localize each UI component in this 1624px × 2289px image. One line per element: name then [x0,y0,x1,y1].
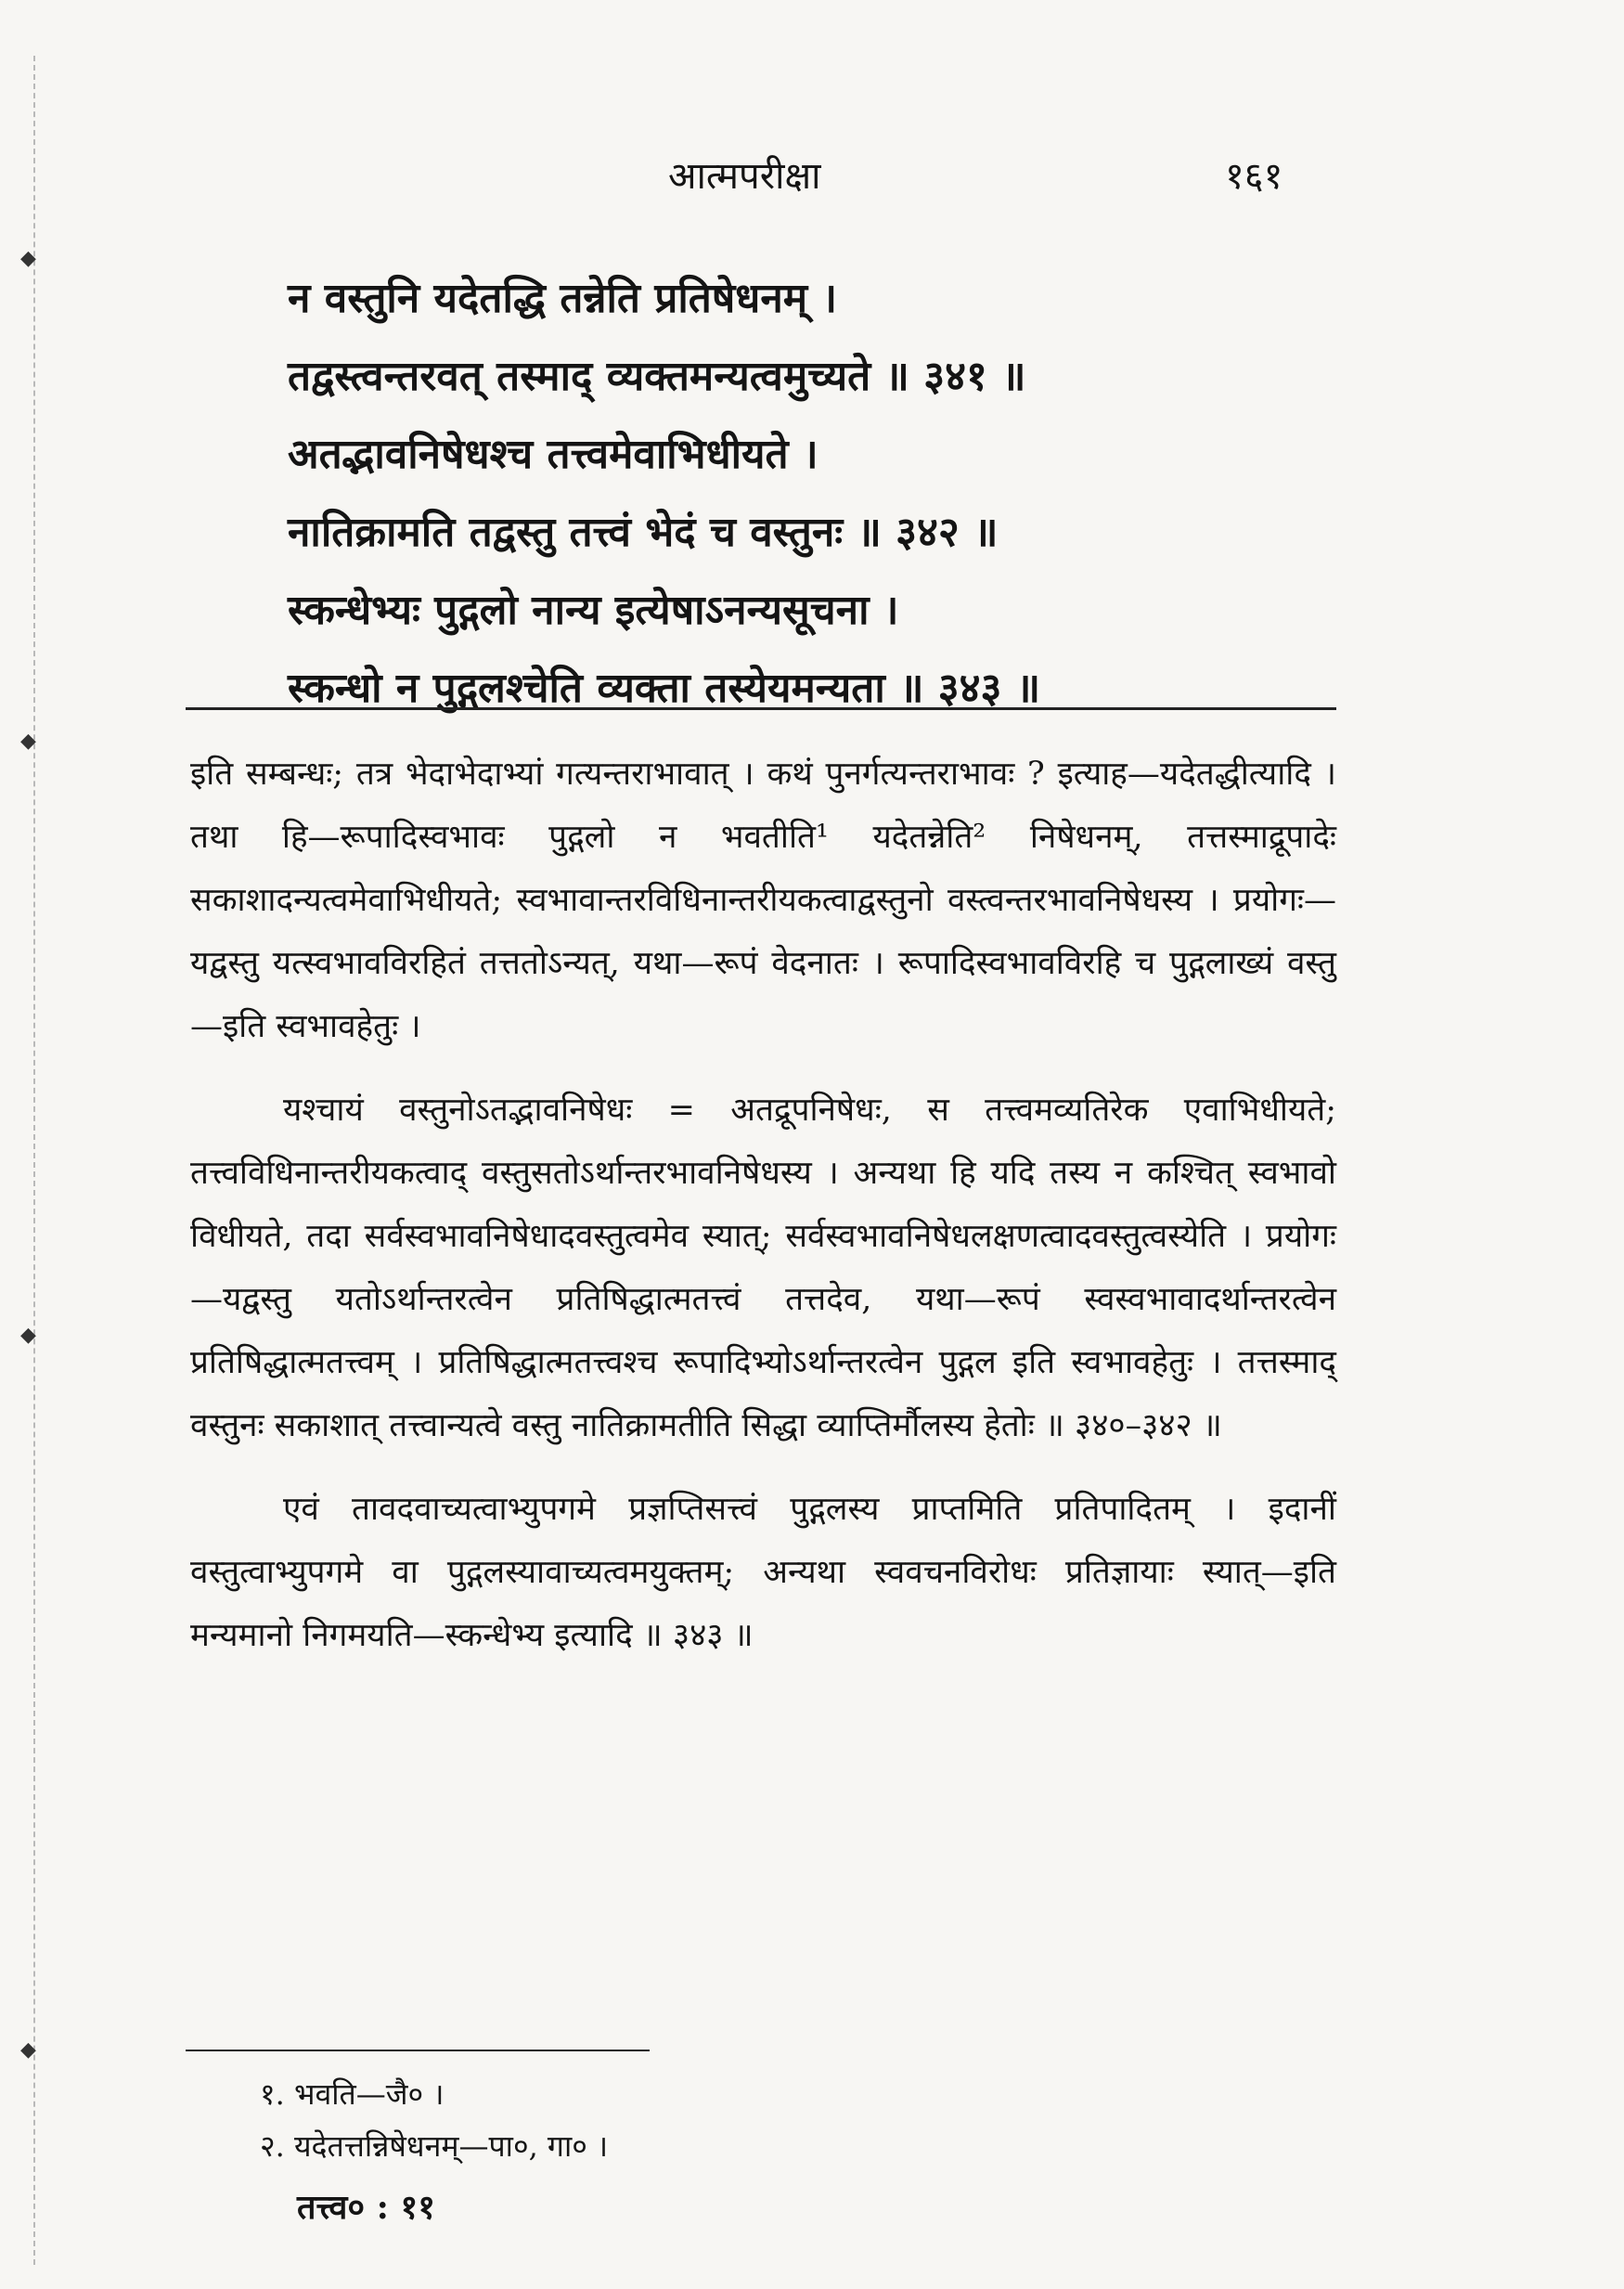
footnote-divider [186,2050,650,2051]
commentary-paragraph: एवं तावदवाच्यत्वाभ्युपगमे प्रज्ञप्तिसत्त्वं पुद्गलस्य प्राप्तमिति प्रतिपादितम् । इदानीं वस्तुत्वाभ्युपगमे वा पुद्गलस्यावाच्यत्वमयुक्तम्; अन्यथा स्ववचनविरोधः प्रतिज्ञायाः स्यात्—इति मन्यमानो निगमयति—स्कन्धेभ्य इत्यादि ॥ ३४३ ॥ [190,1491,1336,1654]
commentary-block [190,743,1336,1688]
verse-line: न वस्तुनि यदेतद्धि तन्नेति प्रतिषेधनम् । [288,275,838,322]
binding-mark-icon: ◆ [20,1324,36,1347]
verse-line: तद्वस्त्वन्तरवत् तस्माद् व्यक्तमन्यत्वमुच्यते ॥ ३४१ ॥ [288,353,1026,400]
running-title: आत्मपरीक्षा [668,155,821,198]
signature-mark: तत्त्व० : ११ [297,2188,435,2227]
commentary-paragraph: इति सम्बन्धः; तत्र भेदाभेदाभ्यां गत्यन्तराभावात् । कथं पुनर्गत्यन्तराभावः ? इत्याह—यदेतद्धीत्यादि । तथा हि—रूपादिस्वभावः पुद्गलो न भवतीति¹ यदेतन्नेति² निषेधनम्, तत्तस्माद्रूपादेः सकाशादन्यत्वमेवाभिधीयते; स्वभावान्तरविधिनान्तरीयकत्वाद्वस्तुनो वस्त्वन्तरभावनिषेधस्य । प्रयोगः—यद्वस्तु यत्स्वभावविरहितं तत्ततोऽन्यत्, यथा—रूपं वेदनातः । रूपादिस्वभावविरहि च पुद्गलाख्यं वस्तु—इति स्वभावहेतुः । [190,756,1336,1045]
footnotes [260,2068,1095,2172]
footnote: २. यदेतत्तन्निषेधनम्—पा०, गा० । [260,2128,609,2164]
binding-mark-icon: ◆ [20,2038,36,2062]
verse-line: स्कन्धो न पुद्गलश्चेति व्यक्ता तस्येयमन्यता ॥ ३४३ ॥ [288,665,1041,712]
page-number: १६१ [1225,155,1283,198]
binding-mark-icon: ◆ [20,730,36,753]
binding-mark-icon: ◆ [20,247,36,270]
page-header [0,149,1624,204]
commentary-paragraph: यश्चायं वस्तुनोऽतद्भावनिषेधः = अतद्रूपनिषेधः, स तत्त्वमव्यतिरेक एवाभिधीयते; तत्त्वविधिनान्तरीयकत्वाद् वस्तुसतोऽर्थान्तरभावनिषेधस्य । अन्यथा हि यदि तस्य न कश्चित् स्वभावो विधीयते, तदा सर्वस्वभावनिषेधादवस्तुत्वमेव स्यात्; सर्वस्वभावनिषेधलक्षणत्वादवस्तुत्वस्येति । प्रयोगः—यद्वस्तु यतोऽर्थान्तरत्वेन प्रतिषिद्धात्मतत्त्वं तत्तदेव, यथा—रूपं स्वस्वभावादर्थान्तरत्वेन प्रतिषिद्धात्मतत्त्वम् । प्रतिषिद्धात्मतत्त्वश्च रूपादिभ्योऽर्थान्तरत्वेन पुद्गल इति स्वभावहेतुः । तत्तस्माद् वस्तुनः सकाशात् तत्त्वान्यत्वे वस्तु नातिक्रामतीति सिद्धा व्याप्तिर्मौलस्य हेतोः ॥ ३४०–३४२ ॥ [190,1092,1336,1444]
verse-divider [186,707,1336,710]
verse-block [288,260,1327,728]
binding-margin-line [33,56,35,2265]
verse-line: नातिक्रामति तद्वस्तु तत्त्वं भेदं च वस्तुनः ॥ ३४२ ॥ [288,509,999,556]
verse-line: स्कन्धेभ्यः पुद्गलो नान्य इत्येषाऽनन्यसूचना । [288,587,899,634]
verse-line: अतद्भावनिषेधश्च तत्त्वमेवाभिधीयते । [288,431,818,478]
footnote: १. भवति—जै० । [260,2076,445,2112]
